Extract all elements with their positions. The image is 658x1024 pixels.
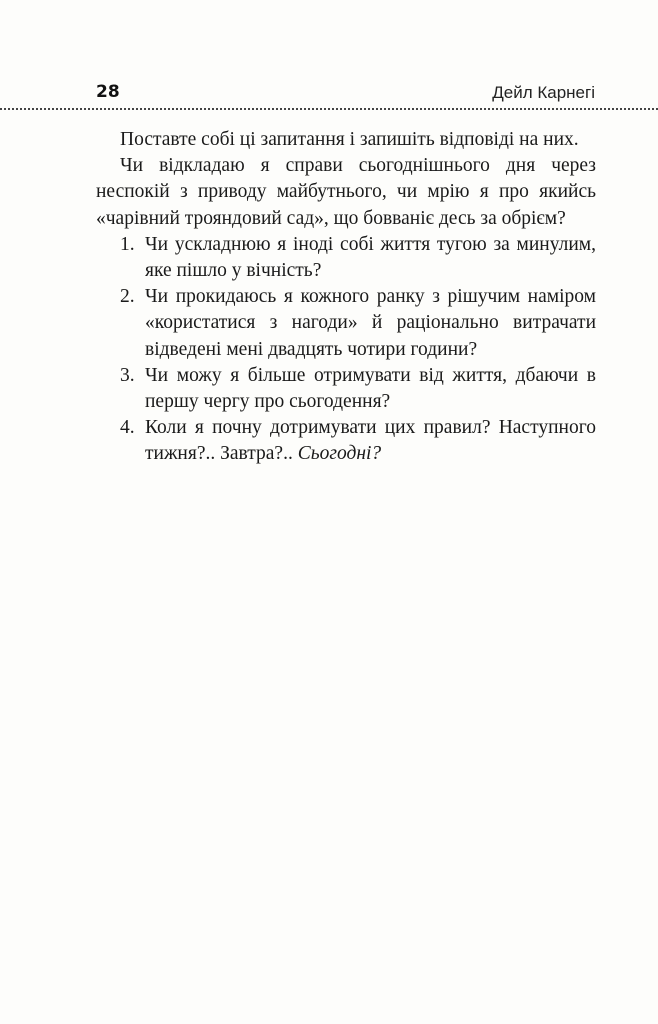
page-number: 28 [96, 82, 120, 102]
question-number: 4. [120, 417, 135, 439]
question-list [96, 232, 596, 468]
question-text: Коли я почну дотримувати цих правил? Наступного тижня?.. Завтра?.. [145, 417, 596, 465]
question-number: 1. [120, 233, 135, 255]
question-number: 3. [120, 364, 135, 386]
question-item [96, 363, 596, 415]
running-title: Дейл Карнегі [492, 83, 595, 102]
question-emphasis: Сьогодні? [297, 443, 382, 465]
question-text: Чи можу я більше отримувати від життя, дбаючи в першу чергу про сьогодення? [145, 364, 596, 413]
question-number: 2. [120, 286, 135, 308]
header-dotted-divider [0, 108, 658, 110]
question-item [96, 415, 596, 467]
page-body [96, 127, 596, 468]
question-item [96, 232, 596, 284]
question-text: Чи прокидаюсь я кожного ранку з рішучим наміром «користатися з нагоди» й раціонально витрачати відведені мені двадцять чотири години? [145, 286, 596, 360]
question-item [96, 284, 596, 363]
page-header [0, 78, 658, 118]
question-text: Чи ускладнюю я іноді собі життя тугою за минулим, яке пішло у вічність? [145, 233, 596, 282]
paragraph: Чи відкладаю я справи сьогоднішнього дня через неспокій з приводу майбутнього, чи мрію я про якийсь «чарівний трояндовий сад», що бовваніє десь за обрієм? [96, 155, 596, 229]
paragraph: Поставте собі ці запитання і запишіть відповіді на них. [120, 129, 579, 150]
